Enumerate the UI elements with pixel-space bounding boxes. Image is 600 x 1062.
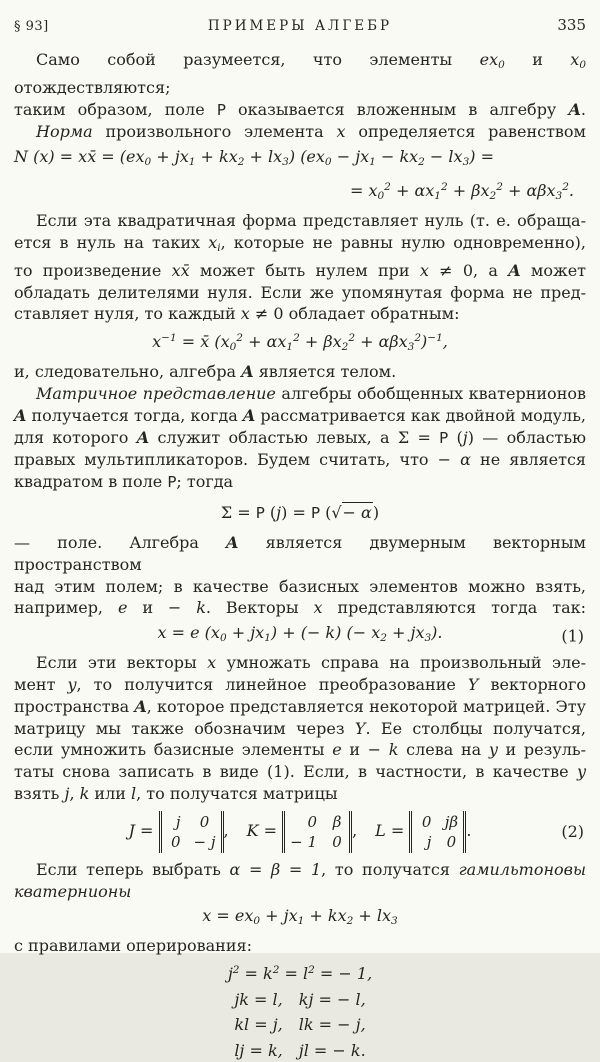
matrix-group: K = 0 β − 1 0 ,	[246, 812, 358, 851]
math-run: Y	[467, 674, 479, 694]
page-number: 335	[557, 16, 586, 34]
display-formula	[14, 959, 586, 986]
subscript: 2	[489, 190, 497, 203]
text-line: для которого A служит областью левых, а Σ = P (j) — областью	[14, 427, 586, 447]
text-line: то произведение xx̄ может быть нулем при x ≠ 0, а A может	[14, 260, 587, 280]
subscript: 0	[144, 156, 152, 169]
text-line: таты снова записать в виде (1). Если, в частности, в качестве y	[14, 762, 586, 782]
math-run: i	[217, 241, 221, 254]
math-run: $x^{-1}$ = x̄ $(x0^2 + \alpha x1^2 + \beta x2^2 + \alpha\beta x3^2)^{-1}$,	[152, 332, 448, 354]
math-run: lj = k,	[234, 1040, 283, 1060]
math-run: x0	[570, 50, 586, 71]
subscript: 0	[377, 190, 385, 203]
math-run: kl = j,	[234, 1015, 283, 1035]
subscript: 0	[324, 156, 332, 169]
display-formula	[14, 621, 586, 650]
equation-number: (1)	[561, 626, 584, 646]
formula: Σ = P (j) = P (√− α)	[220, 502, 380, 522]
math-run: x	[336, 122, 346, 142]
text-line: обладать делителями нуля. Если же упомянутая форма не пред-	[14, 282, 586, 302]
field-symbol: P	[216, 100, 226, 119]
math-run: x	[208, 232, 218, 252]
matrix-formula	[14, 811, 586, 853]
math-run: N (x) = xx̄ = (ex0 + jx1 + kx2 + lx3) (ex0 − jx1 − kx2 − lx3) =	[14, 147, 494, 169]
math-run: α	[460, 450, 471, 470]
math-run: кватернионы	[14, 881, 132, 901]
subscript: 1	[369, 156, 376, 169]
display-formula	[14, 176, 586, 208]
matrix-cell: 0	[171, 832, 181, 851]
matrix-cell: 0	[446, 832, 457, 851]
text-line: Норма произвольного элемента x определяется равенством	[36, 122, 587, 142]
page-body	[14, 49, 586, 1062]
matrix-cell: j	[426, 832, 432, 851]
field-symbol: P	[310, 503, 321, 522]
text-line: A получается тогда, когда A рассматривается как двойной модуль,	[14, 405, 586, 425]
subscript: 2	[341, 341, 349, 354]
text-line: Матричное представление алгебры обобщенных кватернионов	[36, 383, 586, 403]
formula	[14, 147, 494, 169]
text-line: и, следовательно, алгебра A является телом.	[14, 362, 397, 382]
text-line: Если эти векторы x умножать справа на произвольный эле-	[36, 653, 586, 673]
text-line: мент y, то получится линейное преобразование Y векторного	[14, 674, 586, 694]
subscript: 0	[229, 341, 237, 354]
algebra-symbol: A	[242, 405, 256, 425]
equation-number: (2)	[561, 821, 584, 841]
subscript: 1	[264, 632, 271, 645]
formula	[234, 990, 365, 1009]
algebra-symbol: A	[226, 532, 239, 552]
matrix-cell: j	[175, 812, 181, 831]
math-run: k	[79, 783, 90, 803]
superscript: 2	[348, 332, 355, 345]
subscript: 1	[286, 341, 294, 354]
subscript: 0	[253, 915, 261, 928]
math-run: x = e (x0 + jx1) + (− k) (− x2 + jx3).	[157, 623, 443, 645]
formula	[152, 332, 448, 354]
display-formula	[14, 988, 586, 1012]
subscript: 1	[297, 915, 305, 928]
matrix-name: L	[375, 821, 386, 841]
math-run: jl = − k.	[298, 1040, 366, 1060]
text-line: ставляет нуля, то каждый x ≠ 0 обладает обратным:	[14, 304, 460, 324]
matrix-name: K	[246, 821, 259, 841]
math-run: гамильтоновы	[458, 859, 586, 879]
text-line: правых мультипликаторов. Будем считать, что − α не является	[14, 450, 586, 470]
matrix-cell: β	[332, 812, 342, 831]
matrix	[282, 811, 352, 853]
text-line: матрицу мы также обозначим через Y. Ее столбцы получатся,	[14, 718, 586, 738]
math-run: j	[276, 502, 282, 522]
algebra-symbol: A	[134, 696, 147, 716]
formula	[349, 181, 574, 203]
math-run: k	[388, 740, 399, 760]
superscript: 2	[236, 332, 243, 345]
matrix-cell: jβ	[444, 812, 459, 831]
superscript: 2	[272, 964, 280, 977]
subscript: 3	[424, 632, 432, 645]
text-line: с правилами оперирования:	[14, 936, 252, 956]
subscript: 2	[418, 156, 425, 169]
algebra-symbol: A	[14, 405, 27, 425]
subscript: 3	[555, 190, 563, 203]
math-run: y	[67, 674, 77, 694]
subscript: 0	[579, 59, 586, 71]
algebra-symbol: A	[508, 260, 521, 280]
superscript: 2	[440, 181, 448, 194]
formula	[157, 623, 443, 645]
superscript: 2	[232, 964, 240, 977]
matrix-cell: − 1	[290, 832, 318, 851]
text-line: Если теперь выбрать α = β = 1, то получатся гамильтоновы	[36, 859, 586, 879]
subscript: 2	[346, 915, 354, 928]
formula	[234, 1041, 365, 1060]
display-formula	[14, 501, 586, 525]
math-run: jk = l,	[234, 989, 283, 1009]
math-run: α = β = 1	[229, 859, 322, 879]
subscript: 2	[380, 632, 387, 645]
superscript: 2	[562, 181, 569, 194]
superscript: 2	[414, 332, 422, 345]
superscript: 2	[293, 332, 300, 345]
matrix-cell: − j	[193, 832, 216, 851]
text-line: пространства A, которое представляется некоторой матрицей. Эту	[14, 696, 586, 716]
math-run: kj = − l,	[298, 989, 366, 1009]
subscript: 2	[237, 156, 245, 169]
text-line: Если эта квадратичная форма представляет нуль (т. е. обраща-	[36, 211, 586, 231]
math-run: x	[240, 304, 250, 324]
matrix-cell: 0	[307, 812, 318, 831]
superscript: 2	[308, 964, 315, 977]
algebra-symbol: A	[241, 362, 254, 382]
display-formula	[14, 327, 586, 359]
math-run: ex0	[479, 50, 505, 71]
formula	[202, 906, 398, 928]
text-line: — поле. Алгебра A является двумерным векторным пространством	[14, 532, 587, 574]
subscript: 1	[188, 156, 196, 169]
math-run: y	[576, 762, 586, 782]
formula	[228, 964, 372, 983]
math-run: e	[332, 740, 342, 760]
subscript: 3	[407, 341, 415, 354]
math-run: l	[131, 783, 137, 803]
matrix-group: J = j 0 0 − j ,	[128, 812, 229, 851]
field-symbol: P	[167, 473, 177, 492]
matrix	[409, 811, 466, 853]
superscript: −1	[161, 332, 177, 345]
matrix-cell: 0	[332, 832, 342, 851]
matrix-name: J	[128, 821, 135, 841]
section-marker: § 93]	[14, 19, 49, 34]
math-run: Матричное представление	[36, 383, 276, 403]
text-line: ется в нуль на таких xi, которые не равны нулю одновременно),	[14, 232, 586, 254]
algebra-symbol: A	[568, 99, 581, 119]
math-run: y	[488, 740, 498, 760]
math-run: x	[419, 260, 429, 280]
math-run: j	[64, 783, 70, 803]
math-run: j	[462, 427, 468, 447]
field-symbol: P	[255, 503, 265, 522]
display-formula	[14, 904, 586, 933]
superscript: 2	[496, 181, 503, 194]
subscript: 3	[282, 156, 289, 169]
field-symbol: P	[439, 428, 449, 447]
subscript: 1	[434, 190, 441, 203]
superscript: 2	[384, 181, 391, 194]
subscript: 3	[391, 915, 398, 928]
text-line: например, e и − k. Векторы x представляются тогда так:	[14, 598, 587, 618]
page-title: ПРИМЕРЫ АЛГЕБР	[207, 18, 393, 34]
math-run: x	[207, 653, 217, 673]
running-header	[14, 16, 586, 34]
math-run: Норма	[36, 122, 93, 142]
formula	[234, 1015, 365, 1034]
subscript: 0	[498, 59, 505, 71]
text-line: если умножить базисные элементы e и − k слева на y и резуль-	[14, 740, 587, 760]
matrix-cell: 0	[199, 812, 210, 831]
math-run: x = ex0 + jx1 + kx2 + lx3	[202, 906, 398, 928]
text-line	[14, 881, 586, 903]
display-formula	[14, 145, 586, 174]
math-run: Y	[354, 718, 366, 738]
math-run: lk = − j,	[298, 1015, 366, 1035]
text-line: над этим полем; в качестве базисных элементов можно взять,	[14, 576, 586, 596]
text-line: взять j, k или l, то получатся матрицы	[14, 783, 338, 803]
matrix-group: L = 0 jβ j 0 .	[375, 812, 472, 851]
matrix-cell: 0	[421, 812, 432, 831]
math-run: e	[117, 598, 128, 618]
math-run: xx̄	[171, 260, 190, 280]
subscript: 3	[462, 156, 470, 169]
superscript: −1	[427, 332, 443, 345]
math-run: x	[313, 598, 323, 618]
algebra-symbol: A	[136, 427, 150, 447]
display-formula	[14, 1013, 586, 1037]
radicand: − α	[342, 502, 372, 522]
text-line: квадратом в поле P; тогда	[14, 472, 234, 492]
subscript: 0	[219, 632, 227, 645]
math-run: k	[196, 598, 206, 618]
text-line: таким образом, поле P оказывается вложенным в алгебру A.	[14, 99, 587, 119]
matrix	[159, 811, 224, 853]
display-formula	[14, 1039, 586, 1062]
text-line: Само собой разумеется, что элементы ex0 и x0 отождествляются;	[14, 50, 586, 97]
math-run: = $x0^2 + \alpha x1^2 + \beta x2^2 + \alpha\beta x3^2$.	[349, 181, 574, 203]
math-run: $j^2 = k^2 = l^2$ = − 1,	[227, 964, 373, 984]
